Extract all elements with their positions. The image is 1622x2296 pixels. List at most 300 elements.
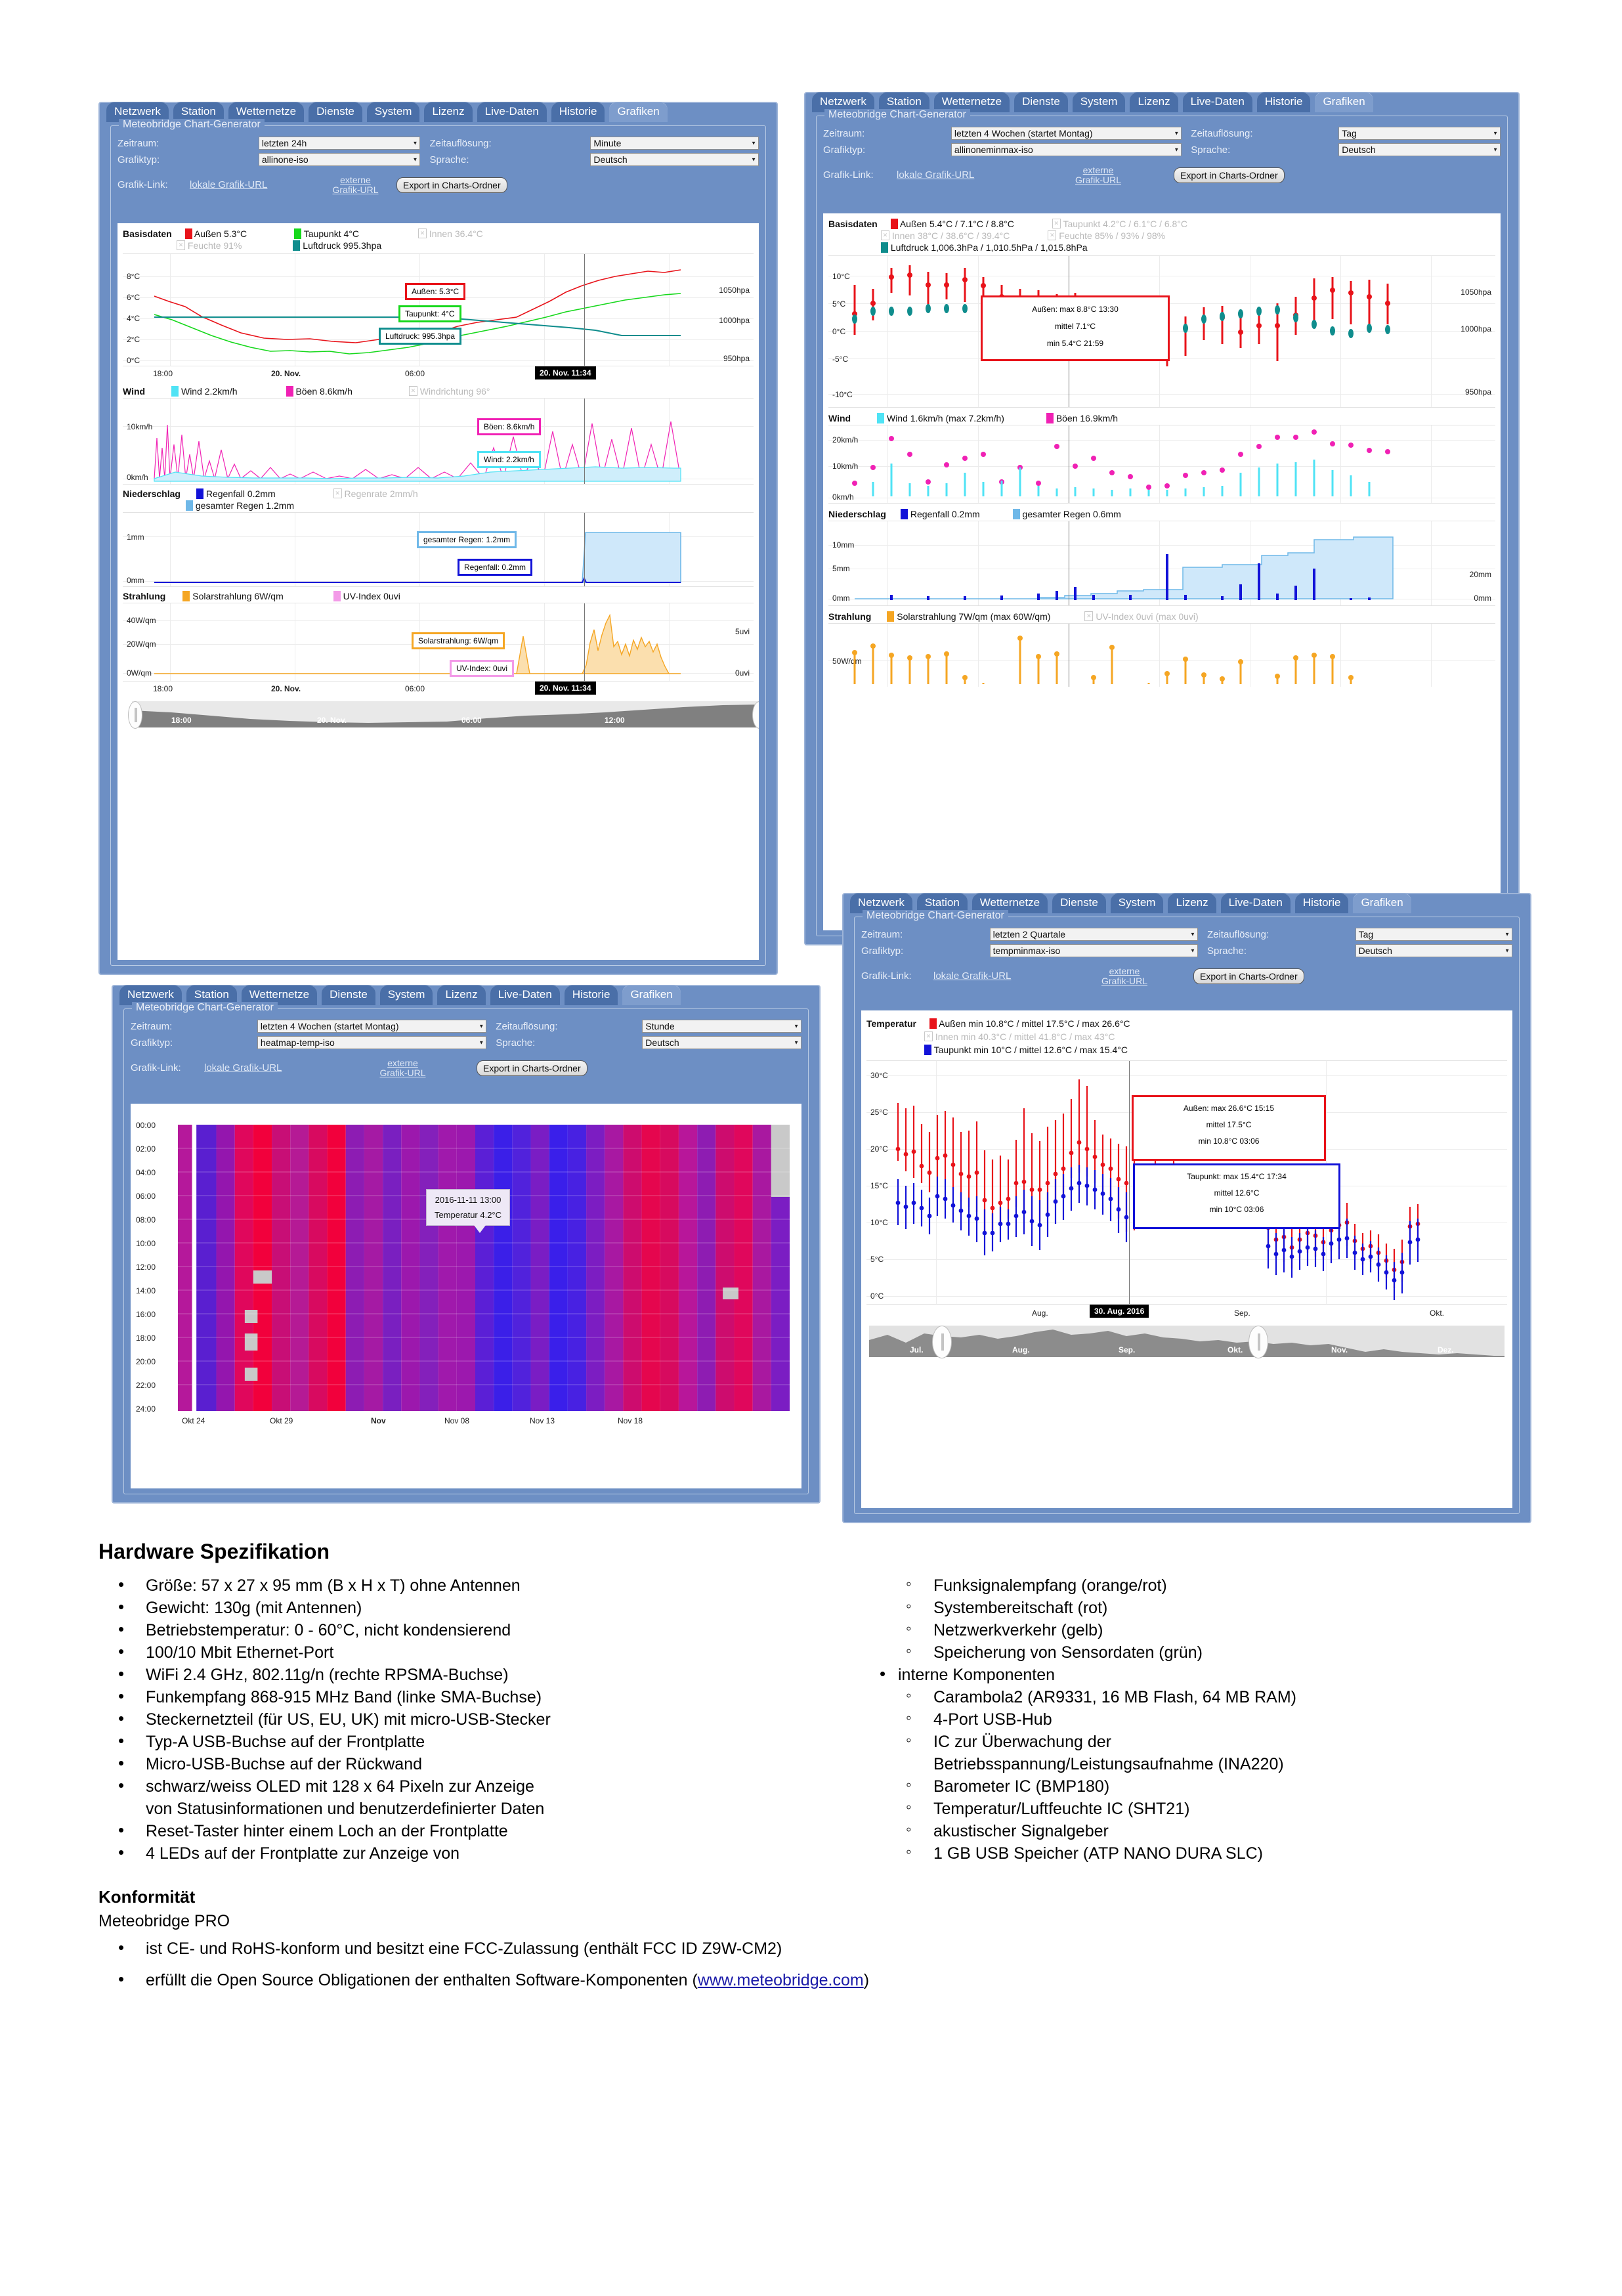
konf-text-post: )	[863, 1971, 870, 1989]
heatmap-wrapper	[131, 1104, 801, 1488]
tooltip4-blue-l2: mittel 12.6°C	[1214, 1188, 1260, 1198]
ytick4-5: 5°C	[870, 1255, 884, 1264]
link4-lokale-grafik-url[interactable]: lokale Grafik-URL	[933, 970, 1012, 982]
select-zeitaufloesung[interactable]: Minute ▼	[590, 137, 759, 150]
legend-innen-label: Innen 36.4°C	[429, 228, 483, 239]
tab3-historie[interactable]: Historie	[565, 985, 618, 1005]
list-item: • Gewicht: 130g (mit Antennen)	[98, 1597, 840, 1619]
ytick4-25: 25°C	[870, 1108, 888, 1117]
navigator-handle-left-4[interactable]	[932, 1326, 952, 1358]
legend-aussen	[185, 228, 247, 239]
label2-sprache: Sprache:	[1191, 144, 1231, 156]
navigator-handle-right-4[interactable]	[1249, 1326, 1268, 1358]
tab-station[interactable]: Station	[173, 102, 224, 122]
color-swatch4-blue	[924, 1045, 931, 1055]
color-swatch2-red	[891, 219, 898, 229]
navigator-overview-4	[869, 1326, 1505, 1357]
checkbox2-icon-feuchte[interactable]	[1048, 230, 1056, 240]
navtick-1200: 12:00	[605, 716, 625, 725]
spec-list-left	[98, 1574, 840, 1865]
checkbox4-icon-innen[interactable]	[924, 1031, 933, 1041]
ytick2-press-1000: 1000hpa	[1461, 324, 1491, 334]
legend4-temperatur	[861, 1010, 1512, 1030]
navtick-0600: 06:00	[461, 716, 482, 725]
ytick2-rad-50: 50W/qm	[832, 657, 862, 666]
color-swatch-green	[294, 228, 301, 239]
checkbox-icon-regenrate[interactable]	[333, 488, 342, 498]
tooltip2-line2: mittel 7.1°C	[1054, 322, 1096, 331]
heatmap-xtick-nov08: Nov 08	[444, 1416, 470, 1425]
ytick2-rain-r0: 0mm	[1474, 594, 1491, 603]
plot-strahlung-1[interactable]	[123, 603, 754, 682]
list-item-group: • interne Komponenten	[860, 1664, 1529, 1686]
tooltip4-taupunkt	[1133, 1163, 1340, 1229]
plot4-tempminmax[interactable]	[866, 1060, 1507, 1305]
heatmap-ytick-1400: 10:00	[136, 1239, 156, 1248]
tab3-grafiken[interactable]: Grafiken	[622, 985, 680, 1005]
tooltip2-line1: Außen: max 8.8°C 13:30	[1032, 305, 1119, 314]
color-swatch2-cyan	[877, 413, 884, 423]
link-externe-grafik-url-line1[interactable]: externe	[340, 175, 371, 185]
tab4-historie[interactable]: Historie	[1295, 893, 1349, 913]
ytick2-rain-5: 5mm	[832, 564, 850, 573]
legend2-regenfall-label: Regenfall 0.2mm	[910, 509, 980, 519]
tab4-netzwerk[interactable]: Netzwerk	[850, 893, 912, 913]
navtick4-jul: Jul.	[910, 1345, 924, 1354]
tooltip-uv-index: UV-Index: 0uvi	[450, 660, 514, 677]
list-item: ◦ IC zur Überwachung der	[860, 1731, 1529, 1753]
select-grafiktyp[interactable]: allinone-iso ▼	[259, 153, 421, 166]
legend4-innen[interactable]	[924, 1031, 1115, 1042]
heatmap-ytick-0600: 18:00	[136, 1333, 156, 1343]
ytick4-30: 30°C	[870, 1071, 888, 1080]
label3-zeitaufloesung: Zeitauflösung:	[496, 1020, 558, 1032]
tooltip-wind: Wind: 2.2km/h	[477, 451, 541, 468]
legend-title-strahlung: Strahlung	[123, 591, 166, 601]
xtick2-1800: 18:00	[153, 684, 173, 693]
legend2-taupunkt[interactable]	[1052, 219, 1187, 229]
tab4-wetternetze[interactable]: Wetternetze	[972, 893, 1048, 913]
list-item: • 4 LEDs auf der Frontplatte zur Anzeige von	[98, 1842, 840, 1865]
legend2-feuchte-label: Feuchte 85% / 93% / 98%	[1059, 230, 1166, 241]
legend-luftdruck-label: Luftdruck 995.3hpa	[303, 240, 382, 251]
ytick-rad-0: 0W/qm	[127, 668, 152, 678]
legend-title-basisdaten: Basisdaten	[123, 228, 172, 239]
hardware-spec-document	[98, 1540, 1529, 1991]
legend-feuchte[interactable]	[177, 240, 242, 251]
legend4-title: Temperatur	[866, 1018, 916, 1029]
tab-grafiken[interactable]: Grafiken	[609, 102, 667, 122]
color-swatch-magenta	[286, 386, 293, 397]
label2-grafik-link: Grafik-Link:	[823, 169, 874, 181]
link3-externe-line2[interactable]: Grafik-URL	[379, 1067, 426, 1078]
tab-lizenz[interactable]: Lizenz	[424, 102, 472, 122]
select4-grafiktyp[interactable]: tempminmax-iso ▼	[990, 944, 1198, 957]
select3-zeitraum[interactable]: letzten 4 Wochen (startet Montag) ▼	[257, 1020, 486, 1033]
link4-externe-line1[interactable]: externe	[1109, 966, 1140, 976]
label4-zeitraum: Zeitraum:	[861, 928, 903, 940]
list-item: ◦ Netzwerkverkehr (gelb)	[860, 1619, 1529, 1641]
link3-externe-line1[interactable]: externe	[387, 1058, 418, 1068]
checkbox2-icon-innen[interactable]	[881, 230, 889, 240]
tab-historie[interactable]: Historie	[551, 102, 605, 122]
cursor-time-badge-1: 20. Nov. 11:34	[535, 366, 596, 379]
link4-externe-line2[interactable]: Grafik-URL	[1101, 975, 1147, 986]
legend2-title: Basisdaten	[828, 219, 878, 229]
label-zeitaufloesung: Zeitauflösung:	[429, 137, 492, 149]
tab-system[interactable]: System	[367, 102, 420, 122]
legend-niederschlag-1	[117, 485, 759, 500]
select-zeitraum[interactable]: letzten 24h ▼	[259, 137, 421, 150]
konformitaet-section	[98, 1887, 1529, 1991]
legend-title-niederschlag: Niederschlag	[123, 488, 181, 499]
list-item: • Typ-A USB-Buchse auf der Frontplatte	[98, 1731, 840, 1753]
meteobridge-panel-tempminmax	[842, 893, 1531, 1523]
legend4-aussen-label: Außen min 10.8°C / mittel 17.5°C / max 26.6°C	[939, 1018, 1130, 1029]
plot2-niederschlag[interactable]	[828, 521, 1495, 606]
checkbox2-icon-uv[interactable]	[1084, 611, 1093, 621]
legend2-aussen	[891, 219, 1014, 229]
ytick-wind-0: 0km/h	[127, 473, 148, 482]
legend2-wind	[823, 408, 1501, 425]
legend2-strahlung-title: Strahlung	[828, 611, 872, 622]
legend-wind-1	[117, 383, 759, 398]
tab3-system[interactable]: System	[380, 985, 433, 1005]
meteobridge-website-link[interactable]: www.meteobridge.com	[697, 1971, 864, 1989]
heatmap-tooltip	[426, 1189, 510, 1226]
label3-zeitraum: Zeitraum:	[131, 1020, 173, 1032]
legend2-wind-item	[877, 413, 1004, 423]
ytick2-rain-10: 10mm	[832, 540, 855, 550]
plot-niederschlag-1[interactable]	[123, 512, 754, 587]
xtick-0600: 06:00	[405, 369, 425, 378]
meteobridge-panel-heatmap	[112, 985, 821, 1504]
checkbox-icon-feuchte[interactable]	[177, 240, 185, 250]
ytick2-wind-10: 10km/h	[832, 462, 859, 471]
heatmap-ytick-1000: 14:00	[136, 1286, 156, 1295]
legend-title-wind: Wind	[123, 386, 146, 397]
list-item: • Größe: 57 x 27 x 95 mm (B x H x T) ohne Antennen	[98, 1574, 840, 1597]
select3-zeitaufloesung[interactable]: Stunde ▼	[642, 1020, 801, 1033]
list-item: • 100/10 Mbit Ethernet-Port	[98, 1641, 840, 1664]
ytick-rain-0mm: 0mm	[127, 576, 144, 585]
chart-generator-fieldset-3	[123, 1002, 809, 1494]
spec-column-right	[860, 1574, 1529, 1865]
navigator-handle-left-1[interactable]	[128, 701, 142, 729]
ytick4-10: 10°C	[870, 1218, 888, 1227]
list-item: ◦ Carambola2 (AR9331, 16 MB Flash, 64 MB RAM)	[860, 1686, 1529, 1708]
navtick-1800: 18:00	[171, 716, 192, 725]
heatmap-ytick-0800: 16:00	[136, 1310, 156, 1319]
fieldset-legend-3: Meteobridge Chart-Generator	[132, 1002, 278, 1014]
konformitaet-list	[98, 1938, 1529, 1991]
heatmap-ytick-0400: 20:00	[136, 1357, 156, 1366]
legend-uv-index	[333, 591, 400, 601]
heatmap-grid[interactable]	[178, 1125, 790, 1411]
legend-taupunkt-label: Taupunkt 4°C	[303, 228, 359, 239]
cursor-line-panel4	[1129, 1061, 1130, 1304]
tooltip2-aussen-minmax	[981, 295, 1170, 361]
tooltip4-aussen	[1132, 1095, 1326, 1161]
tab3-wetternetze[interactable]: Wetternetze	[242, 985, 317, 1005]
chart-canvas-panel3	[131, 1104, 801, 1488]
spec-list-right-group	[860, 1664, 1529, 1686]
legend-basisdaten-row2	[117, 240, 759, 252]
label4-sprache: Sprache:	[1206, 945, 1247, 957]
checkbox2-icon-taupunkt[interactable]	[1052, 219, 1061, 228]
link2-lokale-grafik-url[interactable]: lokale Grafik-URL	[897, 169, 975, 181]
legend-regenrate-label: Regenrate 2mm/h	[344, 488, 418, 499]
link2-externe-line2[interactable]: Grafik-URL	[1075, 174, 1121, 185]
navtick4-dez: Dez.	[1438, 1345, 1454, 1354]
legend-basisdaten-1	[117, 223, 759, 240]
tab2-live-daten[interactable]: Live-Daten	[1183, 92, 1252, 112]
legend2-solar-label: Solarstrahlung 7W/qm (max 60W/qm)	[897, 611, 1051, 622]
ytick-temp-6: 6°C	[127, 293, 140, 302]
legend2-luftdruck	[881, 242, 1088, 253]
heatmap-ytick-2200: 02:00	[136, 1144, 156, 1154]
link2-externe-line1[interactable]: externe	[1082, 165, 1114, 175]
tab-dienste[interactable]: Dienste	[309, 102, 362, 122]
ytick-temp-2: 2°C	[127, 335, 140, 344]
heatmap-tooltip-line2: Temperatur 4.2°C	[435, 1210, 502, 1220]
export-charts-button[interactable]: Export in Charts-Ordner	[396, 177, 507, 193]
tooltip-taupunkt: Taupunkt: 4°C	[398, 305, 461, 322]
checkbox-icon-innen[interactable]	[418, 228, 427, 238]
list-item: • Betriebstemperatur: 0 - 60°C, nicht kondensierend	[98, 1619, 840, 1641]
tab3-netzwerk[interactable]: Netzwerk	[119, 985, 182, 1005]
heatmap-ytick-1600: 08:00	[136, 1215, 156, 1224]
checkbox-icon-windrichtung[interactable]	[409, 386, 417, 396]
ytick-press-1050: 1050hpa	[719, 286, 750, 295]
chart-canvas-panel1	[117, 223, 759, 960]
ytick-uv-5: 5uvi	[735, 627, 750, 636]
label2-zeitaufloesung: Zeitauflösung:	[1191, 127, 1253, 139]
label2-grafiktyp: Grafiktyp:	[823, 144, 866, 156]
tab4-lizenz[interactable]: Lizenz	[1168, 893, 1216, 913]
tab2-dienste[interactable]: Dienste	[1014, 92, 1068, 112]
legend-regenrate[interactable]	[333, 488, 418, 499]
navtick4-nov: Nov.	[1331, 1345, 1348, 1354]
control-grid-2	[823, 127, 1501, 156]
fieldset-legend-4: Meteobridge Chart-Generator	[863, 910, 1008, 922]
select3-sprache[interactable]: Deutsch ▼	[642, 1036, 801, 1049]
tab-netzwerk[interactable]: Netzwerk	[106, 102, 169, 122]
ytick-press-1000: 1000hpa	[719, 316, 750, 325]
legend4-aussen	[929, 1018, 1130, 1029]
spec-column-left	[98, 1574, 840, 1865]
ytick2-press-1050: 1050hpa	[1461, 288, 1491, 297]
list-item-continuation: von Statusinformationen und benutzerdefinierter Daten	[146, 1800, 545, 1818]
legend2-innen[interactable]	[881, 230, 1010, 241]
legend2-luftdruck-label: Luftdruck 1,006.3hPa / 1,010.5hPa / 1,015.8hPa	[890, 242, 1088, 253]
tab4-grafiken[interactable]: Grafiken	[1353, 893, 1411, 913]
navtick4-okt: Okt.	[1227, 1345, 1243, 1354]
page-title: Hardware Spezifikation	[98, 1540, 330, 1563]
list-item: • Funkempfang 868-915 MHz Band (linke SMA-Buchse)	[98, 1686, 840, 1708]
ytick2-temp-10: 10°C	[832, 272, 850, 281]
tab3-dienste[interactable]: Dienste	[322, 985, 375, 1005]
list-item: ◦ Funksignalempfang (orange/rot)	[860, 1574, 1529, 1597]
legend2-uv-label: UV-Index 0uvi (max 0uvi)	[1096, 611, 1199, 622]
legend2-innen-label: Innen 38°C / 38.6°C / 39.4°C	[891, 230, 1010, 241]
navtick4-aug: Aug.	[1012, 1345, 1030, 1354]
legend4-row2	[861, 1030, 1512, 1043]
legend2-solar	[887, 611, 1050, 622]
plot-basisdaten-1[interactable]	[123, 253, 754, 366]
legend2-nieder-title: Niederschlag	[828, 509, 886, 519]
meteobridge-panel-allinoneminmax	[804, 92, 1520, 945]
legend4-taupunkt	[924, 1045, 1128, 1055]
spec-list-right-sub1	[860, 1574, 1529, 1664]
legend2-gesamt-label: gesamter Regen 0.6mm	[1022, 509, 1121, 519]
heatmap-ytick-1200: 12:00	[136, 1263, 156, 1272]
link-externe-grafik-url-line2[interactable]: Grafik-URL	[332, 184, 379, 195]
list-item: ◦ 1 GB USB Speicher (ATP NANO DURA SLC)	[860, 1842, 1529, 1865]
legend2-niederschlag	[823, 504, 1501, 521]
color-swatch4-red	[929, 1018, 937, 1029]
tooltip-boeen: Böen: 8.6km/h	[477, 418, 541, 435]
list-item: • Micro-USB-Buchse auf der Rückwand	[98, 1753, 840, 1775]
xaxis-panel1-temp	[123, 366, 754, 383]
control-grid-3	[131, 1020, 801, 1049]
heatmap-xtick-okt29: Okt 29	[270, 1416, 293, 1425]
plot2-strahlung[interactable]	[828, 623, 1495, 687]
tab2-system[interactable]: System	[1073, 92, 1126, 112]
ytick2-temp-m10: -10°C	[832, 390, 853, 399]
tab4-live-daten[interactable]: Live-Daten	[1221, 893, 1291, 913]
cursor-line-panel1	[584, 254, 585, 366]
legend2-boeen-item	[1046, 413, 1118, 423]
legend2-boeen-label: Böen 16.9km/h	[1056, 413, 1118, 423]
export3-charts-button[interactable]: Export in Charts-Ordner	[477, 1060, 587, 1076]
ytick2-temp-5: 5°C	[832, 299, 846, 309]
tab3-lizenz[interactable]: Lizenz	[437, 985, 485, 1005]
list-item: ◦ Barometer IC (BMP180)	[860, 1775, 1529, 1798]
label-zeitraum: Zeitraum:	[117, 137, 160, 149]
tab2-lizenz[interactable]: Lizenz	[1130, 92, 1178, 112]
tab2-netzwerk[interactable]: Netzwerk	[812, 92, 874, 112]
tooltip-aussen: Außen: 5.3°C	[405, 283, 465, 300]
xtick2-0600: 06:00	[405, 684, 425, 693]
ytick-temp-8: 8°C	[127, 272, 140, 281]
plot2-wind[interactable]	[828, 425, 1495, 504]
ytick4-20: 20°C	[870, 1144, 888, 1154]
export2-charts-button[interactable]: Export in Charts-Ordner	[1174, 167, 1285, 183]
tab4-dienste[interactable]: Dienste	[1052, 893, 1106, 913]
cursor-date-badge-4: 30. Aug. 2016	[1090, 1305, 1149, 1318]
wind-series-1	[123, 399, 754, 484]
plot-wind-1[interactable]	[123, 398, 754, 485]
legend-innen[interactable]	[418, 228, 483, 239]
legend2-wind-title: Wind	[828, 413, 851, 423]
ytick4-0: 0°C	[870, 1291, 884, 1301]
color-swatch2-blue	[901, 509, 908, 519]
heatmap-tooltip-line1: 2016-11-11 13:00	[435, 1195, 502, 1205]
tab2-grafiken[interactable]: Grafiken	[1315, 92, 1373, 112]
export4-charts-button[interactable]: Export in Charts-Ordner	[1193, 968, 1304, 984]
konformitaet-subtitle: Meteobridge PRO	[98, 1912, 230, 1930]
heatmap-ytick-0000: 24:00	[136, 1404, 156, 1414]
ytick-temp-4: 4°C	[127, 314, 140, 323]
legend2-wind-label: Wind 1.6km/h (max 7.2km/h)	[886, 413, 1004, 423]
xtick2-20nov: 20. Nov.	[271, 684, 301, 693]
select4-zeitraum[interactable]: letzten 2 Quartale ▼	[990, 928, 1198, 941]
select2-grafiktyp[interactable]: allinoneminmax-iso ▼	[951, 143, 1182, 156]
ytick-wind-10: 10km/h	[127, 422, 153, 431]
cursor-line-rain-1	[584, 513, 585, 586]
legend2-uv[interactable]	[1084, 611, 1198, 622]
tab2-station[interactable]: Station	[879, 92, 929, 112]
color-swatch2-teal	[881, 242, 888, 253]
chart-generator-fieldset-4	[854, 910, 1520, 1514]
tab4-system[interactable]: System	[1111, 893, 1164, 913]
legend-windrichtung[interactable]	[409, 386, 490, 397]
xtick4-aug: Aug.	[1032, 1309, 1048, 1318]
range-navigator-panel4[interactable]	[869, 1326, 1505, 1357]
select4-zeitaufloesung[interactable]: Tag ▼	[1355, 928, 1512, 941]
list-item: ◦ Systembereitschaft (rot)	[860, 1597, 1529, 1619]
tab2-historie[interactable]: Historie	[1257, 92, 1311, 112]
select-sprache[interactable]: Deutsch ▼	[590, 153, 759, 166]
list-item: ◦ Temperatur/Luftfeuchte IC (SHT21)	[860, 1798, 1529, 1820]
chart-canvas-panel4	[861, 1010, 1512, 1508]
plot2-basisdaten[interactable]	[828, 255, 1495, 408]
label-grafiktyp: Grafiktyp:	[117, 154, 160, 165]
tooltip4-red-l2: mittel 17.5°C	[1206, 1120, 1252, 1129]
tab2-wetternetze[interactable]: Wetternetze	[934, 92, 1010, 112]
ytick2-rain-0: 0mm	[832, 594, 850, 603]
select2-zeitaufloesung[interactable]: Tag ▼	[1338, 127, 1501, 140]
tab-live-daten[interactable]: Live-Daten	[477, 102, 547, 122]
color-swatch-teal	[293, 240, 300, 251]
select3-grafiktyp[interactable]: heatmap-temp-iso ▼	[257, 1036, 486, 1049]
list-item: • ist CE- und RoHS-konform und besitzt eine FCC-Zulassung (enthält FCC ID Z9W-CM2)	[98, 1938, 1529, 1960]
legend-aussen-label: Außen 5.3°C	[194, 228, 247, 239]
tab3-station[interactable]: Station	[186, 985, 237, 1005]
tooltip-regenfall: Regenfall: 0.2mm	[458, 559, 532, 576]
legend-uv-index-label: UV-Index 0uvi	[343, 591, 400, 601]
ytick-rad-40: 40W/qm	[127, 616, 156, 625]
link-lokale-grafik-url[interactable]: lokale Grafik-URL	[190, 179, 268, 191]
konf-text-pre: erfüllt die Open Source Obligationen der enthalten Software-Komponenten (	[146, 1971, 698, 1989]
tooltip-luftdruck: Luftdruck: 995.3hpa	[379, 328, 461, 345]
color-swatch-lightblue	[186, 500, 193, 511]
select2-sprache[interactable]: Deutsch ▼	[1338, 143, 1501, 156]
range-navigator-panel1[interactable]	[132, 701, 759, 727]
tab-wetternetze[interactable]: Wetternetze	[228, 102, 304, 122]
legend-boeen-label: Böen 8.6km/h	[295, 386, 352, 397]
heatmap-xtick-okt24: Okt 24	[182, 1416, 205, 1425]
select4-sprache[interactable]: Deutsch ▼	[1355, 944, 1512, 957]
ytick-uv-0: 0uvi	[735, 668, 750, 678]
select2-zeitraum[interactable]: letzten 4 Wochen (startet Montag) ▼	[951, 127, 1182, 140]
ytick2-temp-m5: -5°C	[832, 355, 849, 364]
tooltip-gesamter-regen: gesamter Regen: 1.2mm	[417, 531, 517, 548]
ytick2-temp-0: 0°C	[832, 327, 846, 336]
heatmap-ytick-2400: 00:00	[136, 1121, 156, 1130]
chart-canvas-panel2	[823, 213, 1501, 930]
link3-lokale-grafik-url[interactable]: lokale Grafik-URL	[204, 1062, 282, 1074]
legend2-row2	[823, 230, 1501, 242]
chart-generator-fieldset-2	[816, 109, 1508, 936]
xtick4-okt: Okt.	[1430, 1309, 1445, 1318]
tab3-live-daten[interactable]: Live-Daten	[490, 985, 560, 1005]
legend2-row3	[823, 242, 1501, 254]
legend-gesamter-regen	[186, 500, 294, 511]
legend2-feuchte[interactable]	[1048, 230, 1165, 241]
tab4-station[interactable]: Station	[917, 893, 968, 913]
